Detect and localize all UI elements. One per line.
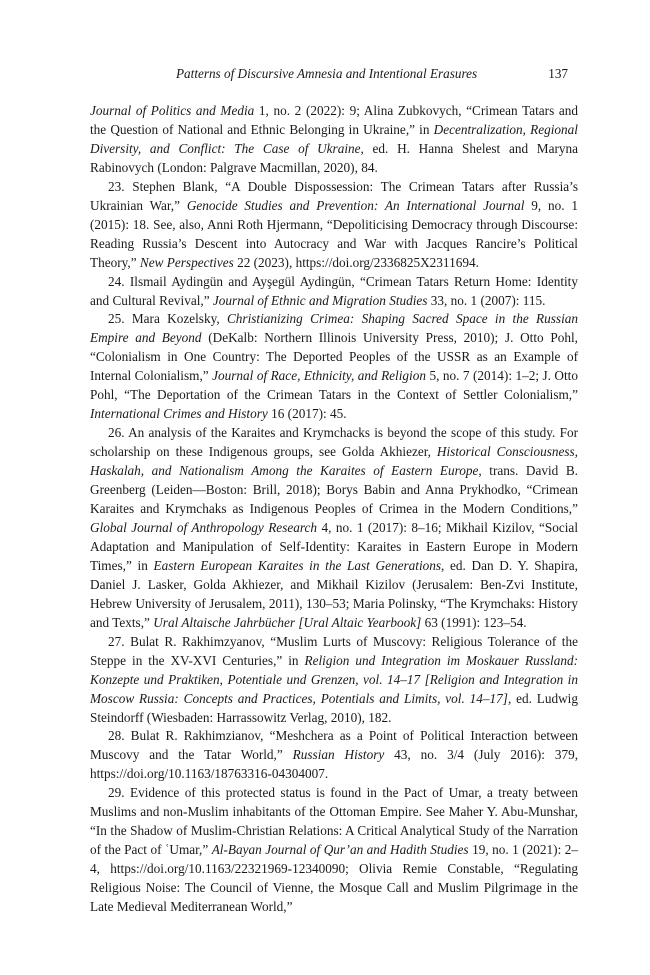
running-title: Patterns of Discursive Amnesia and Intentional Erasures [176,66,478,81]
citation-text: , ed. H. Hanna Shelest and Maryna Rabinovych (London: Palgrave Macmillan, 2020), 84. [90,140,578,175]
citation-text: 28. Bulat R. Rakhimzianov, “Meshchera as a Point of Political Interaction between Muscovy and the Tatar World,” [90,728,578,763]
citation-title: Decentralization, Regional Diversity, and Conflict: The Case of Ukraine [90,121,578,156]
citation-title: Historical Consciousness, Haskalah, and Nationalism Among the Karaites of Eastern Europe [90,444,578,479]
citation-text: 19, no. 1 (2021): 2–4, https://doi.org/10.1163/22321969-12340090; Olivia Remie Constable, “Regulating Religious Noise: The Council of Vienne, the Mosque Call and Muslim Pilgrimage in the Late Medieval Mediterranean World,” [90,842,578,915]
page-number: 137 [548,66,568,81]
citation-title: Ural Altaische Jahrbücher [Ural Altaic Yearbook] [153,614,422,630]
citation-text: 43, no. 3/4 (July 2016): 379, https://doi.org/10.1163/18763316-04304007. [90,747,579,782]
citation-text: (DeKalb: Northern Illinois University Press, 2010); J. Otto Pohl, “Colonialism in One Country: The Deported Peoples of the USSR as an Example of Internal Colonialism,” [90,330,578,384]
citation-title: International Crimes and History [90,406,268,422]
endnote-continuation [90,102,578,178]
citation-title: Genocide Studies and Prevention: An International Journal [186,197,525,213]
citation-text: 63 (1991): 123–54. [421,614,527,630]
citation-text: 24. Ilsmail Aydingün and Ayşegül Aydingün, “Crimean Tatars Return Home: Identity and Cultural Revival,” [90,273,578,308]
citation-title: Journal of Politics and Media [90,103,255,118]
citation-title: Christianizing Crimea: Shaping Sacred Space in the Russian Empire and Beyond [90,311,579,346]
endnotes-list [90,102,578,917]
citation-text: 33, no. 1 (2007): 115. [427,292,546,308]
citation-title: Al-Bayan Journal of Qur’an and Hadith Studies [211,842,469,858]
citation-text: 26. An analysis of the Karaites and Krymchacks is beyond the scope of this study. For scholarship on these Indigenous groups, see Golda Akhiezer, [90,425,578,460]
endnote-27 [90,633,578,728]
citation-text: 25. Mara Kozelsky, [108,311,227,327]
citation-text: , trans. David B. Greenberg (Leiden—Boston: Brill, 2018); Borys Babin and Anna Prykhodko, “Crimean Karaites and Krymchaks as Indigenous Peoples of Crimea in the Modern Conditions,” [90,463,578,517]
endnote-29 [90,784,578,917]
citation-title: Global Journal of Anthropology Research [90,519,318,535]
citation-text: 9, no. 1 (2015): 18. See, also, Anni Roth Hjermann, “Depoliticising Democracy through Discourse: Reading Russia’s Descent into Autocracy and War with Jacques Rancire’s Political Theory,” [90,197,579,270]
citation-title: Journal of Race, Ethnicity, and Religion [212,368,426,384]
citation-text: 5, no. 7 (2014): 1–2; J. Otto Pohl, “The Deportation of the Crimean Tatars in the Context of Settler Colonialism,” [90,368,578,403]
citation-text: , ed. Ludwig Steindorff (Wiesbaden: Harrassowitz Verlag, 2010), 182. [90,690,578,725]
endnote-24 [90,273,578,311]
endnote-26 [90,424,578,632]
endnote-23 [90,178,578,273]
citation-text: 4, no. 1 (2017): 8–16; Mikhail Kizilov, “Social Adaptation and Manipulation of Self-Identity: Karaites in Eastern Europe in Modern Times,” in [90,519,578,573]
citation-title: New Perspectives [139,254,234,270]
citation-text: 27. Bulat R. Rakhimzyanov, “Muslim Lurts of Muscovy: Religious Tolerance of the Steppe in the XV-XVI Centuries,” in [90,633,578,668]
endnote-28 [90,727,578,784]
citation-title: Eastern European Karaites in the Last Generations [153,557,442,573]
citation-text: 1, no. 2 (2022): 9; Alina Zubkovych, “Crimean Tatars and the Question of National and Ethnic Belonging in Ukraine,” in [90,103,579,137]
endnote-25 [90,310,578,424]
citation-text: , ed. Dan D. Y. Shapira, Daniel J. Lasker, Golda Akhiezer, and Mikhail Kizilov (Jerusalem: Ben-Zvi Institute, Hebrew University of Jerusalem, 2011), 130–53; Maria Polinsky, “The Krymchaks: History and Texts,” [90,557,578,630]
running-head [90,66,568,86]
citation-text: 22 (2023), https://doi.org/2336825X2311694. [233,254,479,270]
citation-text: 23. Stephen Blank, “A Double Dispossession: The Crimean Tatars after Russia’s Ukrainian War,” [90,178,578,213]
citation-title: Journal of Ethnic and Migration Studies [212,292,428,308]
citation-text: 16 (2017): 45. [267,406,347,422]
citation-title: Russian History [292,747,385,763]
citation-text: 29. Evidence of this protected status is found in the Pact of Umar, a treaty between Muslims and non-Muslim inhabitants of the Ottoman Empire. See Maher Y. Abu-Munshar, “In the Shadow of Muslim-Christian Relations: A Critical Analytical Study of the Narration of the Pact of ʿUmar,” [90,785,578,858]
citation-title: Religion und Integration im Moskauer Russland: Konzepte und Praktiken, Potentiale und Grenzen, vol. 14–17 [Religion and Integration in Moscow Russia: Concepts and Practices, Potentials and Limits, vol. 14–17] [90,652,578,706]
